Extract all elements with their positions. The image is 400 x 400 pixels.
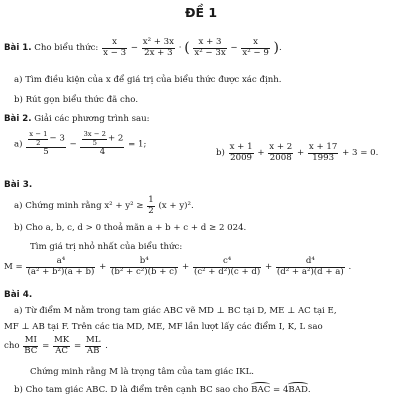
bai2-statement	[4, 114, 150, 124]
bai4-part-b: b) Cho tam giác ABC. D là điểm trên cạnh BC sao cho BAC = 4BAD.	[14, 385, 311, 395]
bai4-ratio-3: $\frac{ML}{AB}$	[85, 335, 101, 356]
angle-bad: BAD	[288, 385, 308, 395]
bai3-m-term-1: $\frac{\text{a⁴}}{\text{(a² + b²)(a + b)}}$	[27, 256, 95, 277]
bai1-fraction-1: $\frac{x}{x - 3}$	[103, 37, 127, 58]
bai1-fraction-2: $\frac{\text{x² + 3x}}{2x + 3}$	[142, 37, 174, 58]
bai1-part-b: b) Rút gọn biểu thức đã cho.	[14, 95, 139, 105]
bai2-b-fraction-3: $\frac{x + 17}{1993}$	[308, 142, 338, 163]
bai4-part-a-line-2: MF ⊥ AB tại F. Trên các tia MD, ME, MF lần lượt lấy các điểm I, K, L sao	[4, 322, 323, 332]
bai2-label: Bài 2.	[4, 114, 32, 124]
bai2-b-fraction-1: $\frac{x + 1}{2009}$	[229, 142, 253, 163]
bai1-text: Cho biểu thức:	[34, 42, 99, 53]
bai4-part-a-line-1: a) Từ điểm M nằm trong tam giác ABC vẽ MD ⊥ BC tại D, ME ⊥ AC tại E,	[14, 306, 337, 316]
bai2-a-fraction-1: $\frac{x - 1}{2}$ − 3 5	[26, 131, 66, 158]
bai2-b-fraction-2: $\frac{x + 2}{2008}$	[269, 142, 293, 163]
bai2-part-b: b) $\frac{x + 1}{2009}$ + $\frac{x + 2}{2008}$ + $\frac{x + 17}{1993}$ + 3 = 0.	[216, 142, 379, 163]
bai4-ratio-line: cho $\frac{MI}{BC}$ = $\frac{MK}{AC}$ = $\frac{ML}{AB}$ .	[4, 335, 108, 356]
bai3-m-expression: M = $\frac{\text{a⁴}}{\text{(a² + b²)(a + b)}}$ + $\frac{\text{b⁴}}{\text{(b² + c²)(b + c)}}$ + $\frac{\text{c⁴}}{\text{(c² + d²)(c + d)}}$ + $\frac{\text{d⁴}}{\text{(d² + a²)(d + a)}}$ .	[4, 256, 352, 277]
page-title: ĐỀ 1	[185, 5, 218, 20]
bai1-part-a: a) Tìm điều kiện của x để giá trị của biểu thức được xác định.	[14, 75, 282, 85]
bai3-part-b-task: Tìm giá trị nhỏ nhất của biểu thức:	[30, 242, 183, 252]
angle-bac: BAC	[251, 385, 271, 395]
bai2-part-a: a) $\frac{x - 1}{2}$ − 3 5 − $\frac{3x - 2}{5}$ + 2 4 = 1;	[14, 130, 147, 158]
bai3-part-a: a) Chứng minh rằng x² + y² ≥ $\frac{1}{2}$ (x + y)².	[14, 195, 194, 216]
bai3-m-term-3: $\frac{\text{c⁴}}{\text{(c² + d²)(c + d)}}$	[193, 256, 261, 277]
bai1-statement: Bài 1. Cho biểu thức: $\frac{x}{x - 3}$ − $\frac{\text{x² + 3x}}{2x + 3}$ · ( $\frac{x + 3}{\text{x² − 3x}}$ − $\frac{x}{\text{x² − 9}}$ ).	[4, 37, 282, 58]
bai4-ratio-1: $\frac{MI}{BC}$	[24, 335, 38, 356]
bai3-m-term-2: $\frac{\text{b⁴}}{\text{(b² + c²)(b + c)}}$	[111, 256, 178, 277]
bai4-label: Bài 4.	[4, 290, 33, 300]
bai3-a-fraction: $\frac{1}{2}$	[148, 195, 154, 216]
bai3-part-b: b) Cho a, b, c, d > 0 thoả mãn a + b + c + d ≥ 2 024.	[14, 223, 247, 233]
bai2-text: Giải các phương trình sau:	[34, 114, 150, 124]
bai3-label: Bài 3.	[4, 180, 33, 190]
bai1-fraction-4: $\frac{x}{\text{x² − 9}}$	[242, 37, 269, 58]
bai1-fraction-3: $\frac{x + 3}{\text{x² − 3x}}$	[194, 37, 226, 58]
bai2-a-fraction-2: $\frac{3x - 2}{5}$ + 2 4	[80, 131, 124, 158]
bai4-ratio-2: $\frac{MK}{AC}$	[54, 335, 70, 356]
bai4-part-a-line-4: Chứng minh rằng M là trọng tâm của tam giác IKL.	[30, 367, 255, 377]
bai1-label: Bài 1.	[4, 42, 32, 53]
bai3-m-term-4: $\frac{\text{d⁴}}{\text{(d² + a²)(d + a)}}$	[276, 256, 344, 277]
